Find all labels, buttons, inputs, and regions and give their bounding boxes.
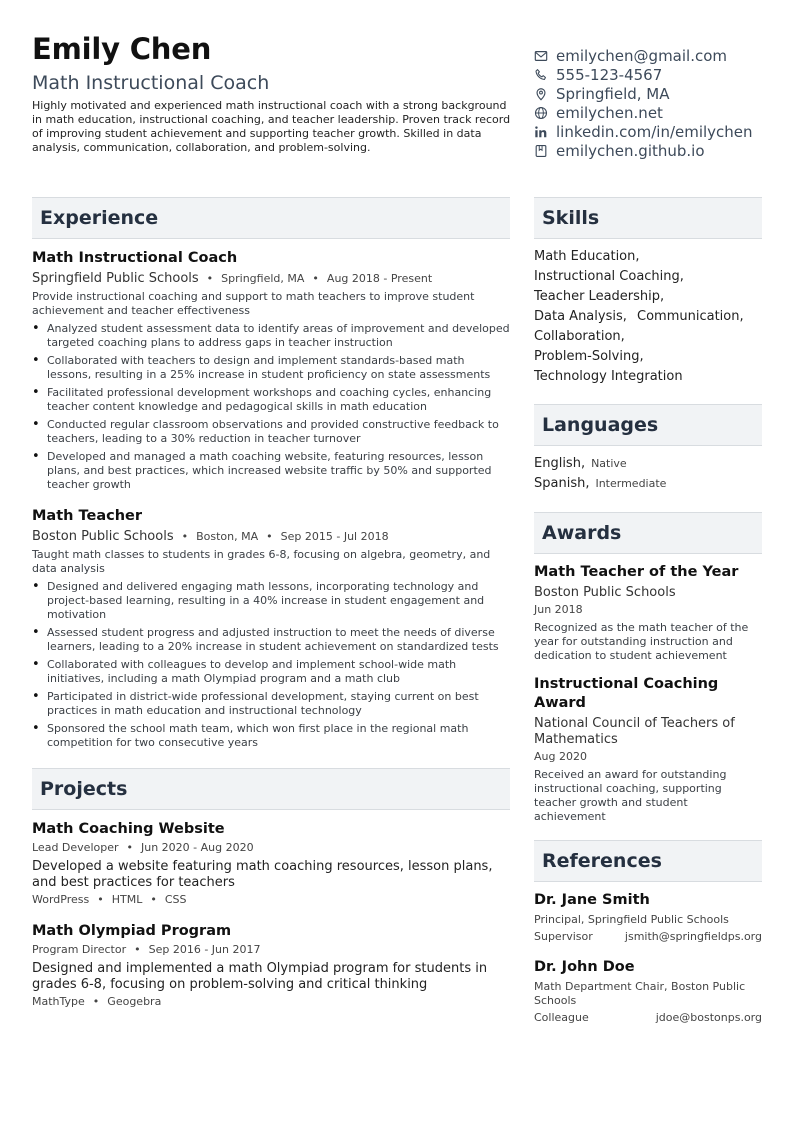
mail-icon: [534, 49, 548, 63]
experience-item: [32, 506, 510, 750]
contact-email[interactable]: [534, 46, 784, 65]
job-bullet: • Participated in district-wide professional development, staying current on best practices in math education and instructional technology: [32, 690, 510, 718]
candidate-name: Emily Chen: [32, 32, 212, 66]
award-item: [534, 675, 762, 824]
job-org: Boston Public Schools: [32, 529, 174, 544]
contact-github-text: emilychen.github.io: [556, 141, 705, 160]
candidate-title: Math Instructional Coach: [32, 72, 270, 94]
skill-item: Problem-Solving,: [534, 349, 644, 364]
language-item: [534, 474, 762, 494]
job-bullet: • Collaborated with teachers to design and implement standards-based math lessons, resulting in a 25% increase in student proficiency on state assessments: [32, 354, 510, 382]
globe-icon: [534, 106, 548, 120]
project-title: Math Coaching Website: [32, 821, 225, 837]
project-tag: Geogebra: [107, 995, 162, 1008]
skill-item: Data Analysis,: [534, 309, 627, 324]
award-date: Jun 2018: [534, 603, 583, 616]
job-bullet: • Analyzed student assessment data to identify areas of improvement and developed targeted coaching plans to address gaps in teacher instruction: [32, 322, 510, 350]
reference-position: Math Department Chair, Boston Public Schools: [534, 980, 746, 1007]
project-item: [32, 921, 510, 1011]
contact-email-text: emilychen@gmail.com: [556, 46, 728, 65]
bookmark-icon: [534, 144, 548, 158]
job-bullets: [32, 580, 510, 750]
project-tag: HTML: [111, 893, 143, 906]
contact-location: [534, 84, 784, 103]
section-awards-header: Awards: [534, 512, 762, 554]
contact-block: [534, 46, 784, 160]
section-projects-header: Projects: [32, 768, 510, 810]
job-location: Springfield, MA: [221, 272, 305, 285]
project-tags: MathType • Geogebra: [32, 995, 162, 1008]
award-title: Instructional Coaching Award: [534, 676, 719, 711]
reference-item: [534, 958, 762, 1027]
map-pin-icon: [534, 87, 548, 101]
skill-item: Math Education,: [534, 249, 640, 264]
skills-list: [534, 247, 762, 387]
project-tag: CSS: [164, 893, 187, 906]
reference-details: [534, 1009, 762, 1027]
project-role: Lead Developer: [32, 841, 119, 854]
job-dates: Sep 2015 - Jul 2018: [280, 530, 389, 543]
contact-phone-text: 555-123-4567: [556, 65, 663, 84]
contact-location-text: Springfield, MA: [556, 84, 670, 103]
job-bullet: • Designed and delivered engaging math lessons, incorporating technology and project-based learning, resulting in a 40% increase in student engagement and motivation: [32, 580, 510, 622]
language-name: Spanish,: [534, 476, 590, 491]
section-skills-header: Skills: [534, 197, 762, 239]
section-languages-header: Languages: [534, 404, 762, 446]
reference-item: [534, 891, 762, 946]
language-level: Intermediate: [595, 477, 667, 490]
award-title: Math Teacher of the Year: [534, 564, 739, 580]
job-bullet: • Facilitated professional development workshops and coaching cycles, enhancing teacher content knowledge and pedagogical skills in math education: [32, 386, 510, 414]
job-bullet: • Developed and managed a math coaching website, featuring resources, lesson plans, and best practices, which increased website traffic by 50% and supported teacher growth: [32, 450, 510, 492]
job-bullet: • Conducted regular classroom observations and provided constructive feedback to teachers, leading to a 30% reduction in teacher turnover: [32, 418, 510, 446]
contact-website[interactable]: [534, 103, 784, 122]
language-name: English,: [534, 456, 586, 471]
job-bullet: • Sponsored the school math team, which won first place in the regional math competition for two consecutive years: [32, 722, 510, 750]
job-bullets: [32, 322, 510, 492]
job-description: Taught math classes to students in grades 6-8, focusing on algebra, geometry, and data analysis: [32, 548, 491, 575]
contact-linkedin-text: linkedin.com/in/emilychen: [556, 122, 753, 141]
skill-item: Communication,: [637, 309, 744, 324]
contact-github[interactable]: [534, 141, 784, 160]
reference-name: Dr. Jane Smith: [534, 892, 650, 908]
phone-icon: [534, 68, 548, 82]
award-org: National Council of Teachers of Mathematics: [534, 716, 735, 747]
project-tags: WordPress • HTML • CSS: [32, 893, 187, 906]
reference-details: [534, 928, 762, 946]
project-dates: Sep 2016 - Jun 2017: [148, 943, 261, 956]
project-description: Developed a website featuring math coaching resources, lesson plans, and best practices for teachers: [32, 859, 493, 890]
award-description: Received an award for outstanding instructional coaching, supporting teacher growth and student achievement: [534, 768, 727, 823]
contact-linkedin[interactable]: [534, 122, 784, 141]
award-description: Recognized as the math teacher of the year for outstanding instruction and dedication to student achievement: [534, 621, 749, 662]
job-description: Provide instructional coaching and support to math teachers to improve student achievement and teacher effectiveness: [32, 290, 475, 317]
job-dates: Aug 2018 - Present: [326, 272, 433, 285]
linkedin-icon: [534, 125, 548, 139]
section-references-header: References: [534, 840, 762, 882]
job-bullet: • Assessed student progress and adjusted instruction to meet the needs of diverse learners, leading to a 20% increase in student achievement on standardized tests: [32, 626, 510, 654]
right-column: [534, 197, 762, 1027]
reference-email[interactable]: jsmith@springfieldps.org: [624, 930, 762, 943]
project-meta: Lead Developer • Jun 2020 - Aug 2020: [32, 841, 254, 854]
reference-email[interactable]: jdoe@bostonps.org: [655, 1011, 762, 1024]
project-description: Designed and implemented a math Olympiad program for students in grades 6-8, focusing on problem-solving and critical thinking: [32, 961, 488, 992]
project-dates: Jun 2020 - Aug 2020: [141, 841, 254, 854]
project-tag: WordPress: [32, 893, 90, 906]
section-experience-header: Experience: [32, 197, 510, 239]
reference-relation: Supervisor: [534, 930, 593, 943]
skill-item: Technology Integration: [534, 369, 683, 384]
project-item: [32, 819, 510, 909]
left-column: [32, 197, 510, 1011]
project-title: Math Olympiad Program: [32, 923, 232, 939]
award-item: [534, 563, 762, 663]
summary: Highly motivated and experienced math instructional coach with a strong background in math education, instructional coaching, and teacher leadership. Proven track record of improving student achievement and supporting teacher growth. Skilled in data analysis, communication, collaboration, and problem-solving.: [32, 99, 511, 154]
award-date: Aug 2020: [534, 750, 587, 763]
language-item: [534, 454, 762, 474]
job-bullet: • Collaborated with colleagues to develop and implement school-wide math initiatives, including a math Olympiad program and a math club: [32, 658, 510, 686]
contact-phone[interactable]: [534, 65, 784, 84]
languages-list: [534, 454, 762, 494]
award-org: Boston Public Schools: [534, 585, 676, 600]
job-meta: Springfield Public Schools • Springfield, MA • Aug 2018 - Present: [32, 271, 433, 286]
reference-relation: Colleague: [534, 1011, 589, 1024]
project-role: Program Director: [32, 943, 127, 956]
skill-item: Teacher Leadership,: [534, 289, 665, 304]
reference-position: Principal, Springfield Public Schools: [534, 913, 729, 926]
contact-website-text: emilychen.net: [556, 103, 663, 122]
job-title: Math Instructional Coach: [32, 250, 238, 266]
job-title: Math Teacher: [32, 508, 143, 524]
job-location: Boston, MA: [196, 530, 259, 543]
job-meta: Boston Public Schools • Boston, MA • Sep 2015 - Jul 2018: [32, 529, 389, 544]
experience-item: [32, 248, 510, 492]
reference-name: Dr. John Doe: [534, 959, 635, 975]
job-org: Springfield Public Schools: [32, 271, 199, 286]
project-meta: Program Director • Sep 2016 - Jun 2017: [32, 943, 261, 956]
skill-item: Collaboration,: [534, 329, 625, 344]
language-level: Native: [591, 457, 627, 470]
skill-item: Instructional Coaching,: [534, 269, 684, 284]
project-tag: MathType: [32, 995, 85, 1008]
